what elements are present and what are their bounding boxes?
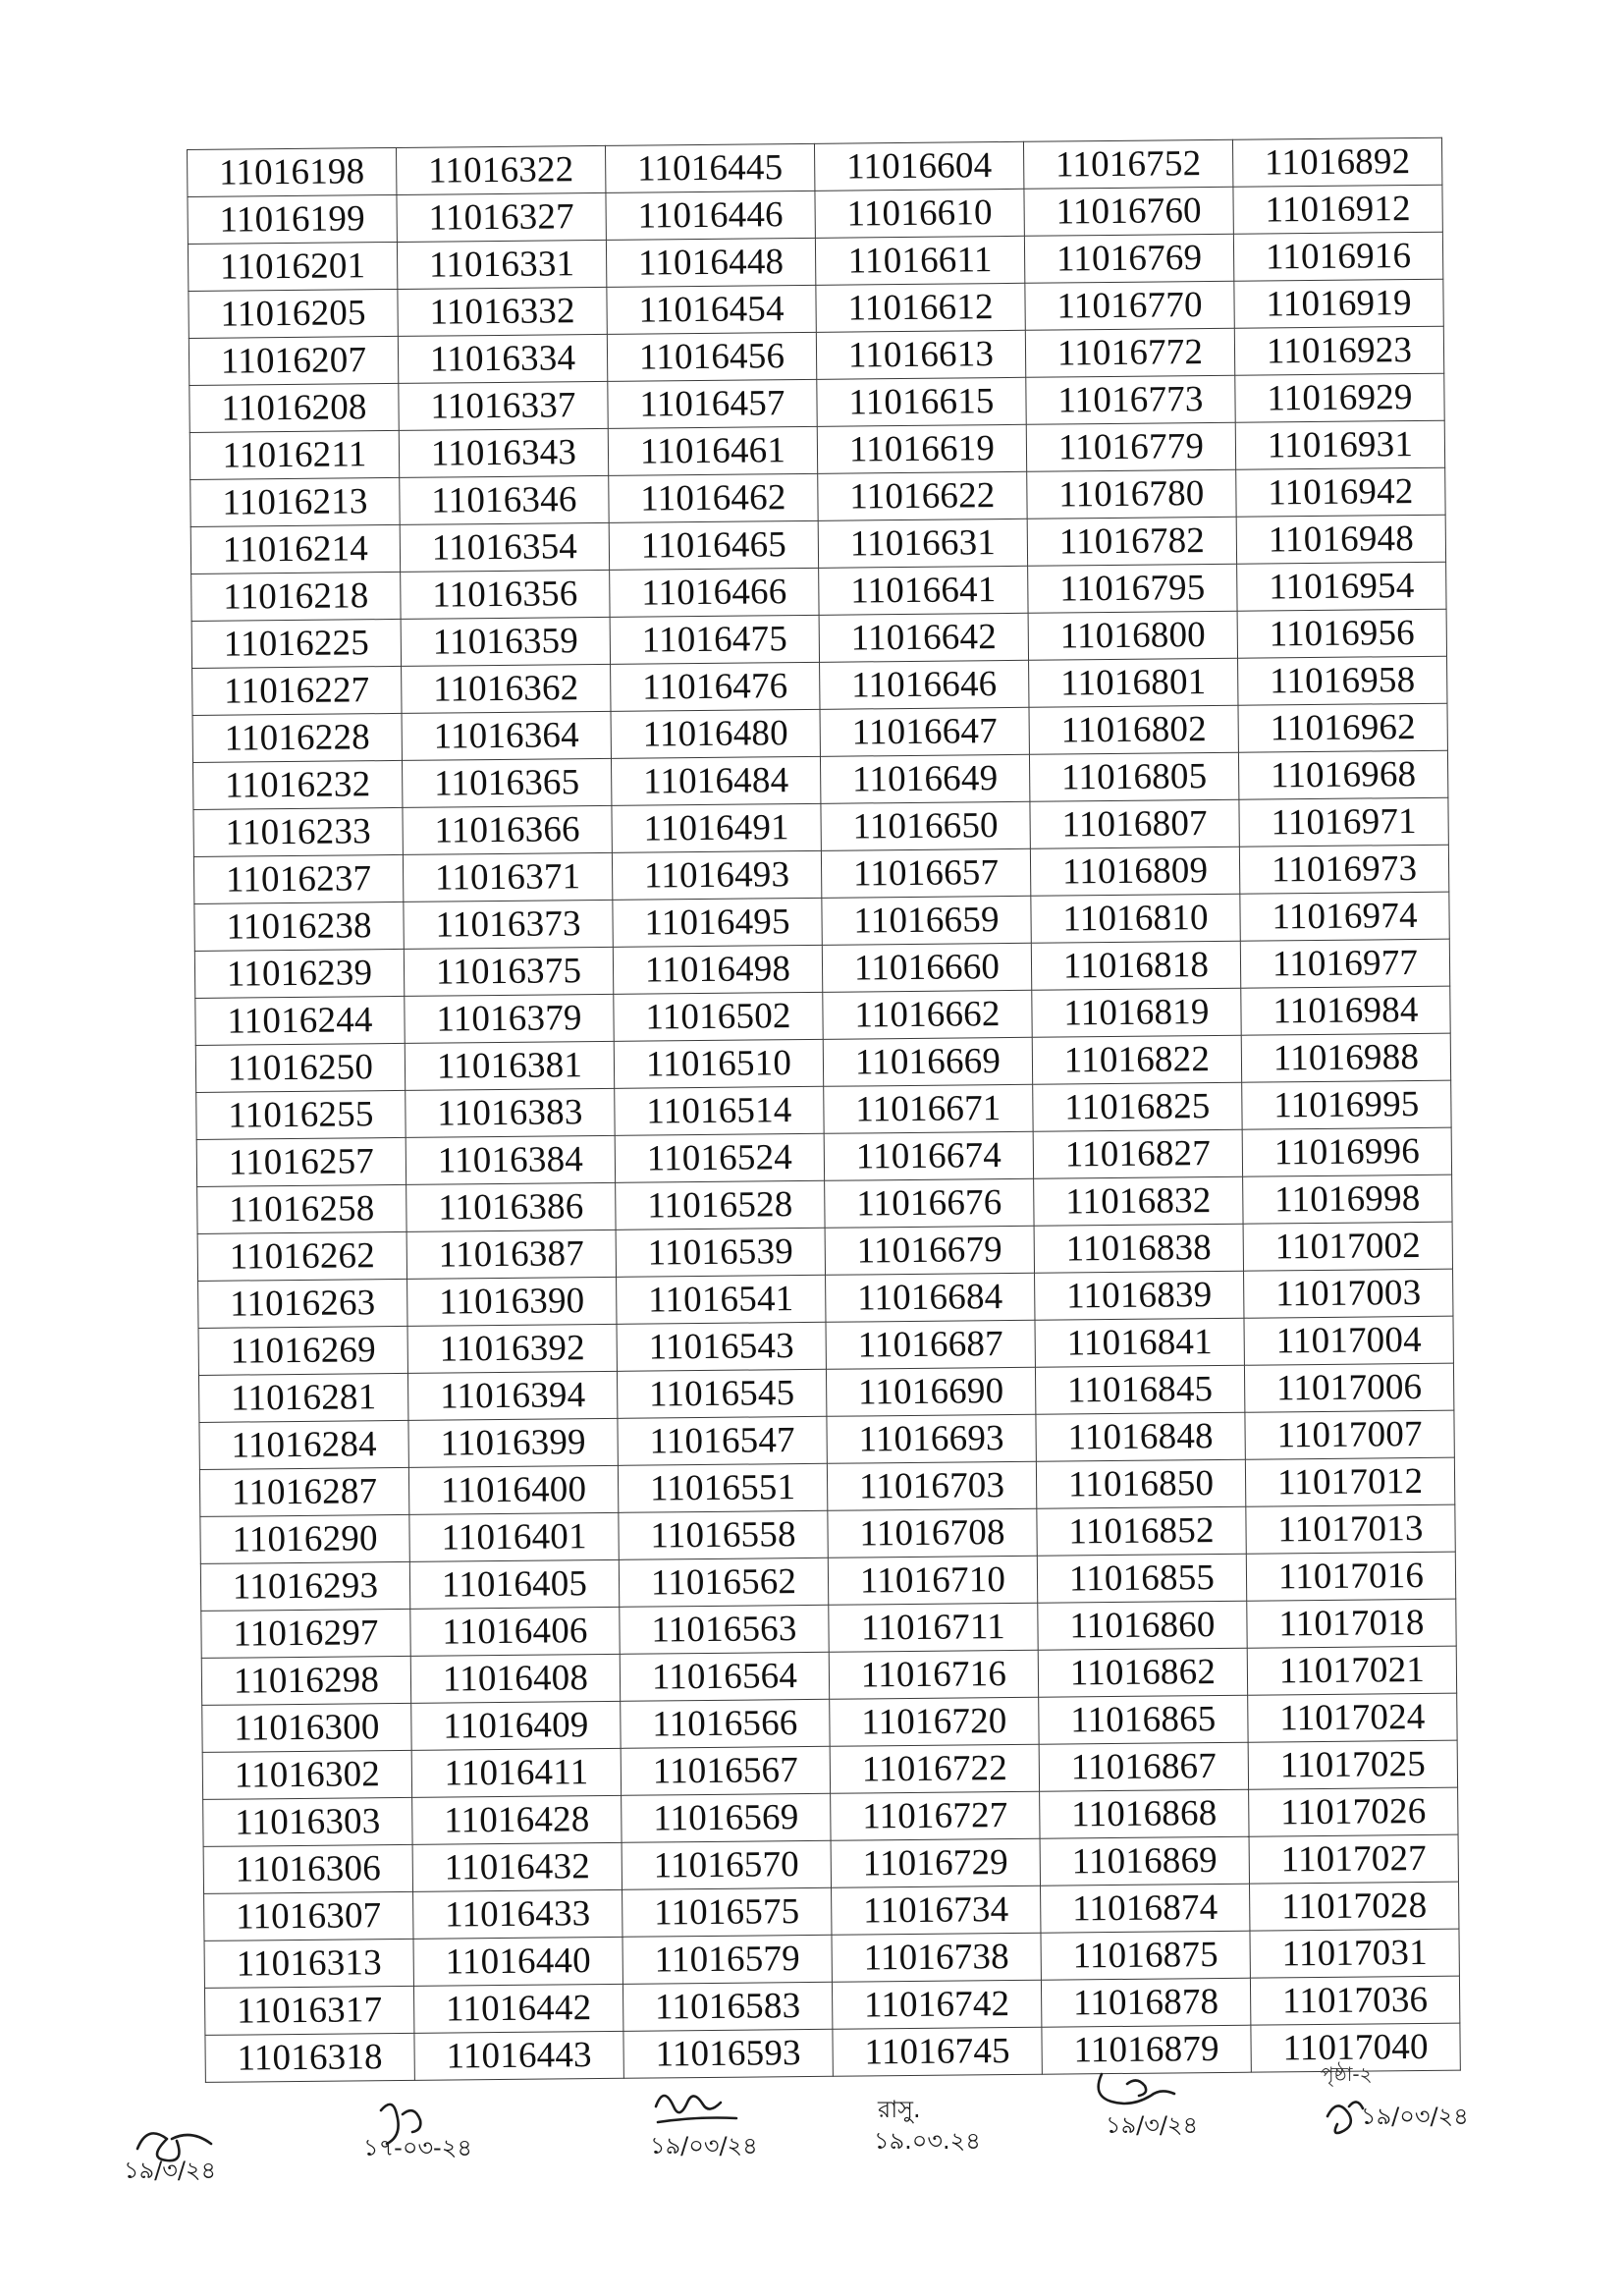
roll-number-cell: 11016440 <box>413 1937 623 1986</box>
roll-number-cell: 11016760 <box>1024 187 1233 236</box>
roll-number-cell: 11016198 <box>188 147 397 196</box>
roll-number-cell: 11016428 <box>412 1795 622 1844</box>
roll-number-cell: 11016769 <box>1024 234 1233 283</box>
roll-number-cell: 11016720 <box>830 1697 1039 1746</box>
roll-number-cell: 11016405 <box>409 1559 619 1609</box>
roll-number-cell: 11016306 <box>203 1844 412 1893</box>
roll-number-cell: 11016475 <box>610 615 819 664</box>
roll-number-cell: 11017018 <box>1247 1599 1456 1648</box>
roll-number-cell: 11016313 <box>204 1939 413 1988</box>
roll-number-cell: 11016867 <box>1039 1742 1248 1791</box>
roll-number-cell: 11016852 <box>1037 1506 1246 1556</box>
roll-number-cell: 11016948 <box>1236 515 1445 564</box>
roll-number-cell: 11017026 <box>1249 1787 1458 1836</box>
roll-number-cell: 11016476 <box>611 662 820 711</box>
roll-number-cell: 11016613 <box>816 330 1025 379</box>
roll-number-cell: 11016392 <box>407 1324 617 1373</box>
roll-number-cell: 11016238 <box>194 902 404 951</box>
roll-number-cell: 11016322 <box>396 145 605 194</box>
roll-number-cell: 11016722 <box>830 1744 1039 1793</box>
roll-number-cell: 11016810 <box>1031 894 1240 943</box>
roll-number-cell: 11016974 <box>1240 892 1449 941</box>
roll-number-cell: 11016502 <box>614 992 823 1041</box>
signature-3-date: ১৯/০৩/২৪ <box>650 2132 758 2159</box>
signature-1 <box>118 2109 275 2198</box>
roll-number-cell: 11016545 <box>617 1369 826 1418</box>
roll-number-cell: 11016838 <box>1034 1224 1243 1273</box>
roll-number-cell: 11016912 <box>1233 185 1442 234</box>
roll-number-cell: 11016841 <box>1035 1318 1244 1367</box>
roll-number-cell: 11016359 <box>401 617 610 666</box>
roll-number-cell: 11017028 <box>1250 1882 1459 1931</box>
roll-number-cell: 11016387 <box>406 1230 616 1279</box>
roll-number-cell: 11016919 <box>1234 279 1443 328</box>
roll-number-cell: 11016848 <box>1036 1412 1245 1461</box>
roll-number-cell: 11016676 <box>825 1178 1034 1228</box>
roll-number-cell: 11016454 <box>607 285 816 334</box>
roll-number-cell: 11016818 <box>1031 941 1240 990</box>
roll-number-cell: 11016593 <box>623 2029 833 2078</box>
roll-number-cell: 11016977 <box>1240 939 1449 988</box>
roll-number-cell: 11016297 <box>201 1609 410 1658</box>
roll-number-cell: 11016942 <box>1236 467 1445 517</box>
roll-number-cell: 11016375 <box>404 947 613 996</box>
roll-number-cell: 11016244 <box>195 996 405 1045</box>
roll-number-cell: 11016484 <box>611 756 820 805</box>
roll-number-cell: 11016318 <box>205 2033 414 2082</box>
roll-number-cell: 11016227 <box>192 666 402 715</box>
roll-number-cell: 11016257 <box>196 1137 406 1186</box>
roll-number-cell: 11016239 <box>194 949 404 998</box>
roll-number-cell: 11016819 <box>1032 988 1241 1037</box>
roll-number-cell: 11016307 <box>204 1891 413 1941</box>
roll-number-cell: 11016362 <box>402 664 611 713</box>
roll-number-cell: 11016610 <box>815 189 1024 238</box>
roll-number-cell: 11016822 <box>1032 1035 1241 1084</box>
roll-number-cell: 11016446 <box>606 191 815 240</box>
roll-number-cell: 11016346 <box>400 475 609 524</box>
roll-number-cell: 11016780 <box>1027 469 1236 519</box>
roll-number-cell: 11016510 <box>614 1039 823 1088</box>
roll-number-cell: 11016551 <box>618 1463 827 1512</box>
roll-number-cell: 11016354 <box>400 522 609 572</box>
signature-2-date: ১৭-০৩-২৪ <box>363 2134 472 2161</box>
roll-number-cell: 11016612 <box>816 283 1025 332</box>
roll-number-cell: 11017002 <box>1243 1222 1452 1271</box>
roll-number-cell: 11016331 <box>397 240 606 289</box>
roll-number-cell: 11016662 <box>823 990 1032 1039</box>
roll-number-cell: 11016332 <box>398 287 607 336</box>
roll-number-cell: 11016855 <box>1037 1554 1246 1603</box>
roll-number-cell: 11016547 <box>618 1416 827 1465</box>
roll-number-table <box>187 137 1461 2083</box>
roll-number-cell: 11016878 <box>1041 1978 1250 2027</box>
roll-number-cell: 11016399 <box>408 1418 618 1467</box>
roll-number-cell: 11016394 <box>407 1371 617 1420</box>
roll-number-cell: 11016802 <box>1029 705 1238 754</box>
roll-number-cell: 11016646 <box>820 660 1029 709</box>
roll-number-cell: 11016317 <box>204 1986 413 2035</box>
roll-number-cell: 11016693 <box>827 1414 1036 1463</box>
roll-number-cell: 11016539 <box>616 1228 825 1277</box>
roll-number-cell: 11016622 <box>818 471 1027 520</box>
roll-number-cell: 11016996 <box>1242 1127 1451 1176</box>
roll-number-cell: 11016232 <box>192 760 402 809</box>
roll-number-cell: 11017025 <box>1248 1740 1457 1789</box>
roll-number-cell: 11016263 <box>198 1279 407 1328</box>
roll-number-cell: 11016998 <box>1243 1175 1452 1224</box>
roll-number-cell: 11016862 <box>1038 1648 1247 1697</box>
roll-number-cell: 11016558 <box>619 1510 828 1559</box>
roll-number-cell: 11016281 <box>198 1373 407 1422</box>
roll-number-cell: 11016334 <box>398 334 607 383</box>
roll-number-cell: 11016710 <box>828 1556 1037 1605</box>
roll-number-cell: 11016795 <box>1028 564 1237 613</box>
roll-number-cell: 11016401 <box>409 1512 619 1561</box>
roll-number-cell: 11016569 <box>622 1793 831 1842</box>
roll-number-cell: 11016381 <box>405 1041 614 1090</box>
roll-number-cell: 11016874 <box>1041 1884 1250 1933</box>
roll-number-cell: 11017021 <box>1247 1646 1456 1695</box>
roll-number-cell: 11016839 <box>1035 1271 1244 1320</box>
roll-number-cell: 11016208 <box>189 383 399 432</box>
roll-number-cell: 11016562 <box>619 1558 828 1607</box>
roll-number-cell: 11016390 <box>407 1277 617 1326</box>
roll-number-cell: 11016773 <box>1026 375 1235 424</box>
roll-number-cell: 11016611 <box>815 236 1024 285</box>
roll-number-cell: 11016860 <box>1038 1601 1247 1650</box>
roll-number-cell: 11016337 <box>399 381 608 430</box>
roll-number-cell: 11016984 <box>1241 986 1450 1035</box>
roll-number-cell: 11016649 <box>820 754 1029 803</box>
roll-number-cell: 11016641 <box>819 566 1028 615</box>
roll-number-cell: 11016805 <box>1029 752 1238 801</box>
roll-number-cell: 11016954 <box>1237 562 1446 611</box>
roll-number-cell: 11017031 <box>1250 1929 1459 1978</box>
roll-number-cell: 11016772 <box>1025 328 1234 377</box>
signature-6-date: ১৯/০৩/২৪ <box>1361 2103 1469 2130</box>
roll-number-cell: 11016213 <box>190 477 400 526</box>
signature-6 <box>1314 2087 1510 2175</box>
roll-number-cell: 11016457 <box>608 379 817 428</box>
roll-number-cell: 11016971 <box>1239 797 1448 847</box>
roll-number-cell: 11016825 <box>1033 1082 1242 1131</box>
roll-number-cell: 11016650 <box>821 801 1030 850</box>
roll-number-cell: 11016371 <box>403 852 612 902</box>
roll-number-cell: 11016442 <box>413 1984 623 2033</box>
roll-number-cell: 11016669 <box>823 1037 1032 1086</box>
roll-number-cell: 11016875 <box>1041 1931 1250 1980</box>
roll-number-cell: 11016727 <box>831 1791 1040 1840</box>
roll-number-cell: 11016807 <box>1030 799 1239 848</box>
roll-number-cell: 11016659 <box>822 896 1031 945</box>
roll-number-cell: 11016801 <box>1029 658 1238 707</box>
roll-number-cell: 11016745 <box>833 2027 1042 2076</box>
roll-number-cell: 11016570 <box>622 1840 831 1889</box>
roll-number-cell: 11016779 <box>1026 422 1235 471</box>
roll-number-cell: 11016237 <box>193 854 403 903</box>
roll-number-cell: 11016386 <box>406 1182 616 1231</box>
roll-number-cell: 11016543 <box>617 1322 826 1371</box>
roll-number-cell: 11016433 <box>413 1889 623 1939</box>
roll-number-cell: 11016293 <box>200 1561 409 1611</box>
signature-4-name: রাসু. <box>878 2096 921 2123</box>
signature-2 <box>353 2087 550 2175</box>
roll-number-cell: 11016865 <box>1039 1695 1248 1744</box>
roll-number-cell: 11016228 <box>192 713 402 762</box>
roll-number-cell: 11016868 <box>1040 1789 1249 1838</box>
roll-number-cell: 11016284 <box>199 1420 408 1469</box>
roll-number-cell: 11016514 <box>615 1086 824 1135</box>
roll-number-cell: 11016671 <box>824 1084 1033 1133</box>
roll-number-cell: 11017024 <box>1248 1693 1457 1742</box>
roll-number-cell: 11016716 <box>829 1650 1038 1699</box>
table-body <box>188 137 1461 2082</box>
signature-3 <box>638 2077 795 2165</box>
roll-number-cell: 11016929 <box>1235 373 1444 422</box>
roll-number-cell: 11016642 <box>819 613 1028 662</box>
roll-number-cell: 11016687 <box>826 1320 1035 1369</box>
roll-number-cell: 11016465 <box>609 520 818 570</box>
roll-number-cell: 11016461 <box>608 426 817 475</box>
roll-number-cell: 11016684 <box>826 1273 1035 1322</box>
roll-number-cell: 11016493 <box>612 850 821 900</box>
page-number: পৃষ্ঠা-২ <box>1321 2062 1373 2086</box>
roll-number-cell: 11016711 <box>829 1603 1038 1652</box>
roll-number-cell: 11016233 <box>193 807 403 856</box>
signature-5-date: ১৯/৩/২৪ <box>1106 2111 1199 2139</box>
roll-number-cell: 11016466 <box>610 568 819 617</box>
roll-number-cell: 11016411 <box>411 1748 621 1797</box>
roll-number-cell: 11016218 <box>191 572 401 621</box>
roll-number-cell: 11016923 <box>1234 326 1443 375</box>
roll-number-cell: 11016409 <box>411 1701 621 1750</box>
roll-number-cell: 11016384 <box>406 1135 615 1184</box>
roll-number-cell: 11016524 <box>615 1133 824 1182</box>
signature-1-date: ১৯/৩/২৪ <box>124 2157 217 2184</box>
roll-number-cell: 11016631 <box>818 519 1027 568</box>
roll-number-cell: 11016995 <box>1242 1080 1451 1129</box>
roll-number-cell: 11016298 <box>201 1656 410 1705</box>
roll-number-cell: 11016800 <box>1028 611 1237 660</box>
roll-number-cell: 11016564 <box>620 1652 829 1701</box>
signature-4-date: ১৯.০৩.২৪ <box>874 2127 981 2155</box>
roll-number-cell: 11016456 <box>607 332 816 381</box>
roll-number-cell: 11016205 <box>189 289 398 338</box>
roll-number-cell: 11016327 <box>397 192 606 242</box>
roll-number-cell: 11016432 <box>412 1842 622 1891</box>
roll-number-cell: 11016225 <box>191 619 401 668</box>
roll-number-cell: 11016956 <box>1237 609 1446 658</box>
roll-number-cell: 11017012 <box>1245 1457 1454 1506</box>
roll-number-cell: 11016660 <box>822 943 1031 992</box>
roll-number-cell: 11016290 <box>200 1514 409 1563</box>
roll-number-cell: 11016958 <box>1238 656 1447 705</box>
roll-number-cell: 11016575 <box>623 1887 832 1937</box>
roll-number-cell: 11016729 <box>831 1838 1040 1887</box>
roll-number-cell: 11017007 <box>1245 1410 1454 1459</box>
roll-number-cell: 11016690 <box>826 1367 1035 1416</box>
roll-number-cell: 11017036 <box>1250 1976 1459 2025</box>
roll-number-cell: 11016567 <box>621 1746 830 1795</box>
roll-number-cell: 11016734 <box>832 1886 1041 1935</box>
roll-number-cell: 11016491 <box>612 803 821 852</box>
roll-number-cell: 11016679 <box>825 1226 1034 1275</box>
roll-number-cell: 11016408 <box>410 1654 620 1703</box>
roll-number-cell: 11016782 <box>1027 517 1236 566</box>
roll-number-cell: 11016250 <box>195 1043 405 1092</box>
roll-number-cell: 11016566 <box>621 1699 830 1748</box>
roll-number-cell: 11016214 <box>190 524 400 574</box>
roll-number-cell: 11016708 <box>828 1508 1037 1558</box>
roll-number-cell: 11016931 <box>1235 420 1444 469</box>
roll-number-cell: 11016892 <box>1232 137 1441 187</box>
roll-number-cell: 11016583 <box>623 1982 832 2031</box>
roll-number-cell: 11016752 <box>1023 139 1232 189</box>
roll-number-cell: 11016615 <box>817 377 1026 426</box>
roll-number-cell: 11016379 <box>405 994 614 1043</box>
roll-number-cell: 11016498 <box>613 945 822 994</box>
roll-number-cell: 11016364 <box>402 711 611 760</box>
roll-number-cell: 11016211 <box>189 430 399 479</box>
roll-number-cell: 11016366 <box>403 805 612 854</box>
roll-number-cell: 11016400 <box>408 1465 618 1514</box>
roll-number-cell: 11016879 <box>1042 2025 1251 2074</box>
roll-number-cell: 11017006 <box>1244 1363 1453 1412</box>
roll-number-cell: 11016742 <box>832 1980 1041 2029</box>
roll-number-cell: 11016302 <box>202 1750 411 1799</box>
roll-number-cell: 11016480 <box>611 709 820 758</box>
roll-number-cell: 11016770 <box>1025 281 1234 330</box>
roll-number-cell: 11016443 <box>414 2031 623 2080</box>
roll-number-cell: 11016657 <box>821 848 1030 898</box>
roll-number-cell: 11017016 <box>1246 1552 1455 1601</box>
roll-number-cell: 11016579 <box>623 1935 832 1984</box>
roll-number-cell: 11016207 <box>189 336 398 385</box>
roll-number-cell: 11016445 <box>605 143 814 192</box>
roll-number-cell: 11016462 <box>609 473 818 522</box>
roll-number-cell: 11016343 <box>399 428 608 477</box>
roll-number-cell: 11017013 <box>1246 1504 1455 1554</box>
roll-number-cell: 11017027 <box>1249 1834 1458 1884</box>
roll-number-cell: 11016973 <box>1239 845 1448 894</box>
roll-number-cell: 11016448 <box>606 238 815 287</box>
roll-number-cell: 11016563 <box>620 1605 829 1654</box>
roll-number-cell: 11016383 <box>406 1088 615 1137</box>
roll-number-cell: 11016365 <box>402 758 611 807</box>
roll-number-cell: 11016850 <box>1036 1459 1245 1508</box>
roll-number-cell: 11016262 <box>197 1231 406 1281</box>
roll-number-cell: 11016647 <box>820 707 1029 756</box>
roll-number-cell: 11016199 <box>188 194 397 244</box>
roll-number-cell: 11016916 <box>1233 232 1442 281</box>
roll-number-cell: 11016674 <box>824 1131 1033 1180</box>
roll-number-cell: 11016962 <box>1238 703 1447 752</box>
roll-number-cell: 11016541 <box>617 1275 826 1324</box>
roll-number-cell: 11016832 <box>1034 1176 1243 1226</box>
signature-5 <box>1088 2062 1265 2151</box>
roll-number-cell: 11016869 <box>1040 1836 1249 1886</box>
roll-number-cell: 11016703 <box>827 1461 1036 1510</box>
roll-number-cell: 11017040 <box>1251 2023 1460 2072</box>
roll-number-cell: 11016845 <box>1035 1365 1244 1414</box>
roll-number-cell: 11016255 <box>196 1090 406 1139</box>
roll-number-cell: 11017004 <box>1244 1316 1453 1365</box>
roll-number-cell: 11016287 <box>199 1467 408 1516</box>
roll-number-cell: 11017003 <box>1244 1269 1453 1318</box>
roll-number-cell: 11016738 <box>832 1933 1041 1982</box>
roll-number-cell: 11016300 <box>202 1703 411 1752</box>
roll-number-cell: 11016827 <box>1033 1129 1242 1178</box>
roll-number-cell: 11016406 <box>410 1607 620 1656</box>
roll-number-cell: 11016269 <box>198 1326 407 1375</box>
roll-number-cell: 11016495 <box>613 898 822 947</box>
roll-number-cell: 11016373 <box>404 900 613 949</box>
roll-number-cell: 11016258 <box>197 1184 406 1233</box>
roll-number-cell: 11016201 <box>188 242 397 291</box>
roll-number-cell: 11016303 <box>203 1797 412 1846</box>
roll-number-cell: 11016604 <box>814 141 1023 191</box>
roll-number-cell: 11016809 <box>1030 847 1239 896</box>
roll-number-cell: 11016968 <box>1238 750 1447 799</box>
roll-number-cell: 11016356 <box>401 570 610 619</box>
roll-number-cell: 11016619 <box>817 424 1026 473</box>
roll-number-cell: 11016988 <box>1241 1033 1450 1082</box>
roll-number-cell: 11016528 <box>616 1180 825 1230</box>
